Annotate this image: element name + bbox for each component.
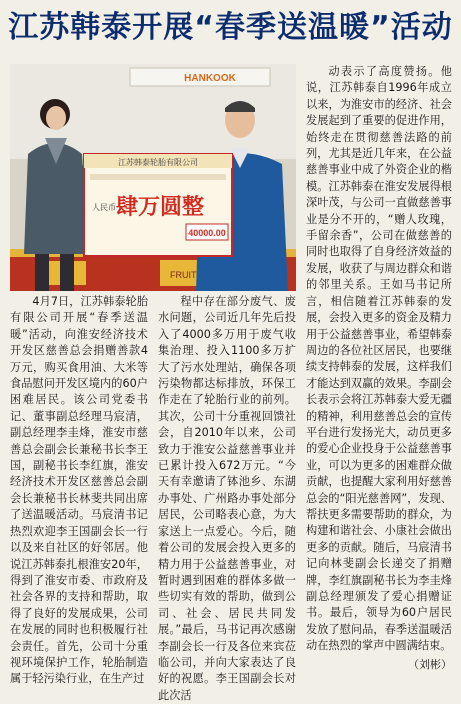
news-photo <box>10 64 296 291</box>
check-title: 江苏韩泰轮胎有限公司 <box>118 158 198 167</box>
article-column-3 <box>306 64 452 673</box>
banner-logo-text: HANKOOK <box>184 73 236 84</box>
article-text-col2: 程中存在部分废气、废水问题，公司近几年先后投入了4000多万用于废气收集治理、投入1100多万扩大了污水处理站，确保各项污染物都达标排放，环保工作走在了轮胎行业的前列。其次，公司十分重视回馈社会，自2010年以来，公司致力于淮安公益慈善事业并已累计投入672万元。“今天有幸邀请了钵池乡、东湖办事处、广州路办事处部分居民，公司略表心意，为大家送上一点爱心。今后，随着公司的发展会投入更多的精力用于公益慈善事业，对暂时遇到困难的群体多做一些切实有效的帮助，做到公司、社会、居民共同发展。”最后，马书记再次感谢李副会长一行及各位来宾莅临公司，并向大家表达了良好的祝愿。李王国副会长对此次活 <box>158 295 296 702</box>
gift-box-text: FRUIT <box>170 270 197 280</box>
byline: （刘彬） <box>408 657 452 671</box>
article-column-2 <box>158 294 296 704</box>
check-amount-words: 肆万圆整 <box>115 194 205 220</box>
check-amount-figure: 40000.00 <box>188 228 226 238</box>
article-column-1 <box>10 294 148 688</box>
check-memo: 人民币 <box>92 203 116 212</box>
photo-illustration <box>10 64 296 291</box>
article-text-col3: 动表示了高度赞扬。他说，江苏韩泰自1996年成立以来，为淮安市的经济、社会发展起到了重要的促进作用，始终走在贯彻慈善法路的前列，尤其是近几年来，在公益慈善事业中成了外资企业的楷模。江苏韩泰在淮安发展得根深叶茂，与公司一直做慈善事业是分不开的，“赠人玫瑰，手留余香”，公司在做慈善的同时也取得了自身经济效益的发展，收获了与周边群众和谐的邻里关系。王如马书记所言，相信随着江苏韩泰的发展，会投入更多的资金及精力用于公益慈善事业，希望韩泰周边的各位社区居民，也要继续支持韩泰的发展，这样我们才能达到双赢的效果。李副会长表示会将江苏韩泰大爱无疆的精神，利用慈善总会的宣传平台进行发扬光大，动员更多的爱心企业投身于公益慈善事业，可以为更多的困难群众做贡献，也提醒大家利用好慈善总会的“阳光慈善网”，发现、帮扶更多需要帮助的群众，为构建和谐社会、小康社会做出更多的贡献。随后，马宸清书记向林斐副会长递交了捐赠牌，李红旗副秘书长为李圭烽副总经理颁发了爱心捐赠证书。最后，领导为60户居民发放了慰问品，春季送温暖活动在热烈的掌声中圆满结束。 <box>306 65 452 653</box>
article-text-col1: 4月7日，江苏韩泰轮胎有限公司开展“春季送温暖”活动，向淮安经济技术开发区慈善总会捐赠善款4万元，购买食用油、大米等食品慰问开发区境内的60户困难居民。该公司党委书记、董事副总经理马宸清，副总经理李圭烽，淮安市慈善总会副会长兼秘书长李王国，副秘书长李红旗，淮安经济技术开发区慈善总会副会长兼秘书长林斐共同出席了送温暖活动。马宸清书记热烈欢迎李王国副会长一行以及来自社区的好邻居。他说江苏韩泰扎根淮安20年，得到了淮安市委、市政府及社会各界的支持和帮助，取得了良好的发展成果，公司在发展的同时也积极履行社会责任。首先，公司十分重视环境保护工作，轮胎制造属于轻污染行业，在生产过 <box>10 295 148 686</box>
headline: 江苏韩泰开展“春季送温暖”活动 <box>8 10 453 45</box>
